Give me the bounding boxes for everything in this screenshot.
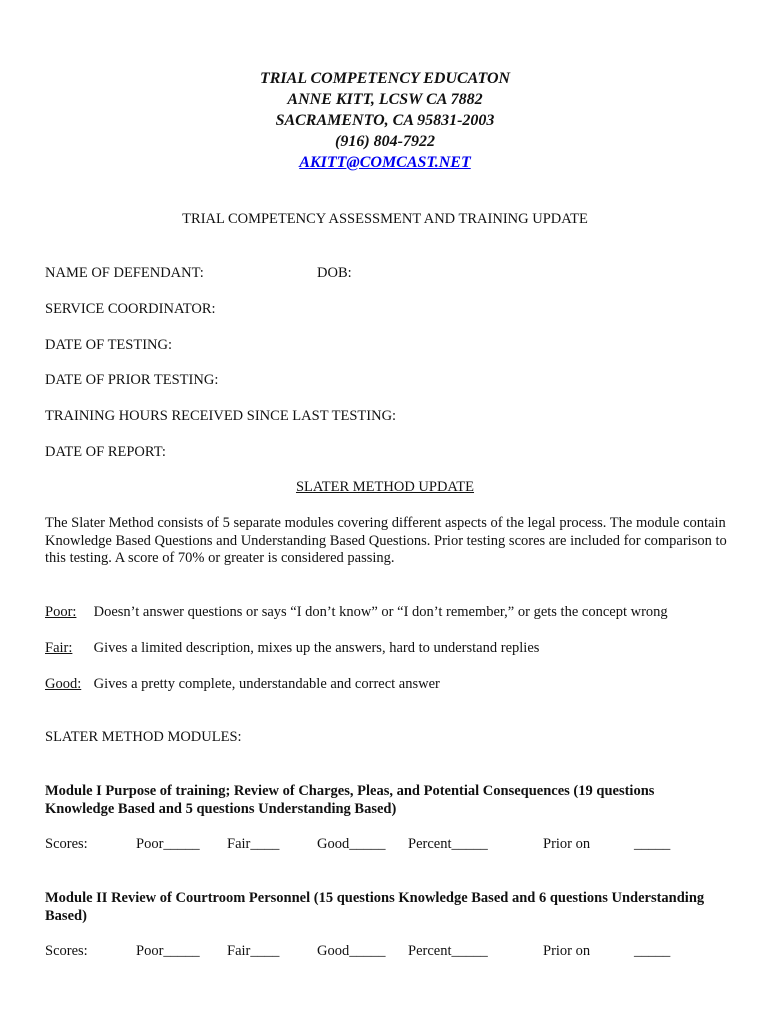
module-title: Module II Review of Courtroom Personnel (15 questions Knowledge Based and 6 questions Understanding Based)	[45, 890, 705, 924]
score-percent: Percent_____	[408, 836, 488, 852]
field-coordinator: SERVICE COORDINATOR:	[45, 301, 216, 317]
field-date-prior: DATE OF PRIOR TESTING:	[45, 372, 219, 388]
score-percent: Percent_____	[408, 943, 488, 959]
field-defendant: NAME OF DEFENDANT:	[45, 265, 204, 281]
score-prior-blank: _____	[634, 943, 671, 959]
header-name: ANNE KITT, LCSW CA 7882	[287, 91, 483, 108]
score-good: Good_____	[317, 943, 386, 959]
score-prior-blank: _____	[634, 836, 671, 852]
header-phone: (916) 804-7922	[335, 133, 435, 150]
rating-desc: Gives a pretty complete, understandable and correct answer	[93, 676, 440, 692]
header-org: TRIAL COMPETENCY EDUCATON	[259, 70, 511, 87]
score-good: Good_____	[317, 836, 386, 852]
slater-description: The Slater Method consists of 5 separate modules covering different aspects of the legal process. The module contain Knowledge Based Questions and Understanding Based Questions. Prior testing scores are included for comparison to this testing. A score of 70% or greater is considered passing.	[45, 515, 727, 566]
scores-label: Scores:	[45, 836, 88, 852]
modules-heading: SLATER METHOD MODULES:	[45, 729, 242, 745]
score-poor: Poor_____	[136, 943, 200, 959]
rating-term: Fair:	[45, 640, 73, 656]
module-title: Module I Purpose of training; Review of Charges, Pleas, and Potential Consequences (19 questions Knowledge Based and 5 questions Understanding Based)	[45, 783, 655, 817]
rating-term: Good:	[45, 676, 82, 692]
field-dob: DOB:	[317, 265, 352, 281]
header-email-link[interactable]: AKITT@COMCAST.NET	[299, 154, 471, 171]
score-prior: Prior on	[543, 943, 591, 959]
rating-desc: Gives a limited description, mixes up the answers, hard to understand replies	[93, 640, 540, 656]
rating-good	[45, 676, 440, 693]
slater-heading: SLATER METHOD UPDATE	[295, 479, 475, 495]
rating-poor	[45, 604, 668, 621]
field-date-testing: DATE OF TESTING:	[45, 337, 173, 353]
rating-desc: Doesn’t answer questions or says “I don’t know” or “I don’t remember,” or gets the concept wrong	[93, 604, 668, 620]
score-prior: Prior on	[543, 836, 591, 852]
document-title: TRIAL COMPETENCY ASSESSMENT AND TRAINING UPDATE	[182, 211, 588, 227]
field-date-report: DATE OF REPORT:	[45, 444, 166, 460]
rating-fair	[45, 640, 539, 657]
module-scores-row	[45, 836, 725, 854]
module-scores-row	[45, 943, 725, 961]
header-city: SACRAMENTO, CA 95831-2003	[275, 112, 495, 129]
rating-term: Poor:	[45, 604, 77, 620]
score-poor: Poor_____	[136, 836, 200, 852]
scores-label: Scores:	[45, 943, 88, 959]
field-training-hours: TRAINING HOURS RECEIVED SINCE LAST TESTING:	[45, 408, 397, 424]
score-fair: Fair____	[227, 943, 280, 959]
score-fair: Fair____	[227, 836, 280, 852]
